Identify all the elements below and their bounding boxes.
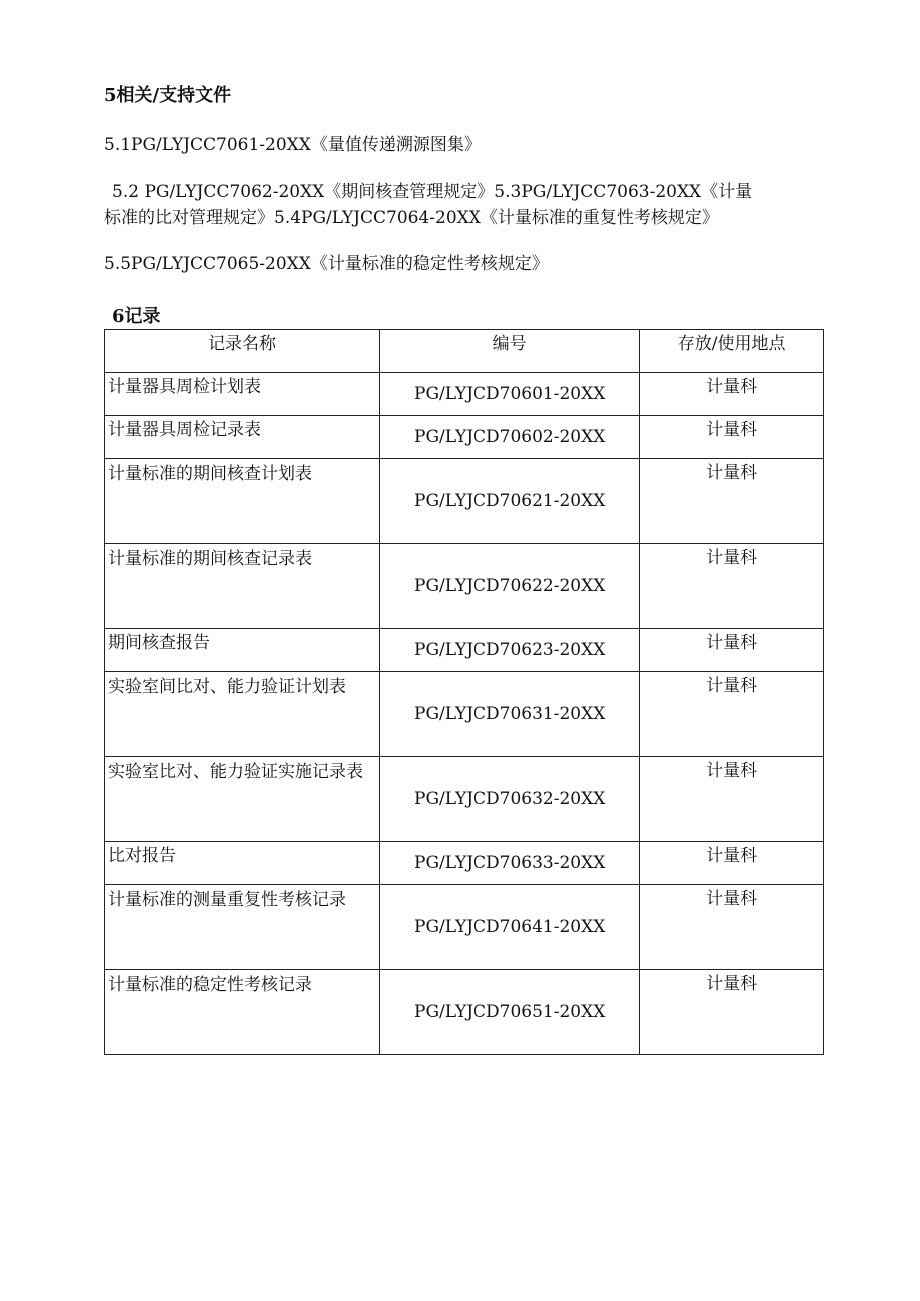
record-code: PG/LYJCD70622-20XX <box>380 544 640 629</box>
record-code: PG/LYJCD70623-20XX <box>380 629 640 672</box>
records-table <box>104 329 824 1055</box>
table-row <box>105 757 824 842</box>
record-code: PG/LYJCD70632-20XX <box>380 757 640 842</box>
record-code: PG/LYJCD70633-20XX <box>380 842 640 885</box>
record-name: 计量标准的期间核查计划表 <box>108 464 312 484</box>
record-location: 计量科 <box>640 970 824 1055</box>
record-location: 计量科 <box>640 544 824 629</box>
reference-5-5: 5.5PG/LYJCC7065-20XX《计量标准的稳定性考核规定》 <box>104 254 549 274</box>
record-name: 期间核查报告 <box>108 633 210 653</box>
record-code: PG/LYJCD70651-20XX <box>380 970 640 1055</box>
record-name: 计量标准的稳定性考核记录 <box>108 975 312 995</box>
record-code: PG/LYJCD70621-20XX <box>380 459 640 544</box>
record-name-cell <box>105 459 380 544</box>
header-record-name: 记录名称 <box>105 330 380 373</box>
record-name-cell <box>105 885 380 970</box>
record-name-cell <box>105 544 380 629</box>
header-location: 存放/使用地点 <box>640 330 824 373</box>
record-name: 实验室比对、能力验证实施记录表 <box>108 762 363 782</box>
reference-5-2-line-1: 5.2 PG/LYJCC7062-20XX《期间核查管理规定》5.3PG/LYJCC7063-20XX《计量 <box>112 182 753 202</box>
section-5-heading: 5相关/支持文件 <box>104 85 232 106</box>
record-name: 实验室间比对、能力验证计划表 <box>108 677 346 697</box>
record-name: 计量标准的测量重复性考核记录 <box>108 890 346 910</box>
header-code: 编号 <box>380 330 640 373</box>
record-location: 计量科 <box>640 672 824 757</box>
record-name-cell <box>105 970 380 1055</box>
record-name: 计量器具周检记录表 <box>108 420 261 440</box>
section-6-heading: 6记录 <box>112 306 161 327</box>
record-name-cell <box>105 757 380 842</box>
table-row <box>105 544 824 629</box>
record-location: 计量科 <box>640 373 824 416</box>
record-code: PG/LYJCD70602-20XX <box>380 416 640 459</box>
record-location: 计量科 <box>640 757 824 842</box>
table-row <box>105 459 824 544</box>
reference-5-1: 5.1PG/LYJCC7061-20XX《量值传递溯源图集》 <box>104 135 481 155</box>
table-row <box>105 885 824 970</box>
record-location: 计量科 <box>640 459 824 544</box>
table-header-row <box>105 330 824 373</box>
reference-5-2-line-2: 标准的比对管理规定》5.4PG/LYJCC7064-20XX《计量标准的重复性考核规定》 <box>104 208 719 228</box>
table-row <box>105 970 824 1055</box>
record-name: 计量标准的期间核查记录表 <box>108 549 312 569</box>
record-location: 计量科 <box>640 416 824 459</box>
record-code: PG/LYJCD70601-20XX <box>380 373 640 416</box>
record-location: 计量科 <box>640 629 824 672</box>
table-row <box>105 672 824 757</box>
record-name: 比对报告 <box>108 846 176 866</box>
record-location: 计量科 <box>640 885 824 970</box>
record-location: 计量科 <box>640 842 824 885</box>
record-name-cell <box>105 373 380 416</box>
record-name: 计量器具周检计划表 <box>108 377 261 397</box>
table-row <box>105 373 824 416</box>
record-code: PG/LYJCD70641-20XX <box>380 885 640 970</box>
record-code: PG/LYJCD70631-20XX <box>380 672 640 757</box>
record-name-cell <box>105 672 380 757</box>
